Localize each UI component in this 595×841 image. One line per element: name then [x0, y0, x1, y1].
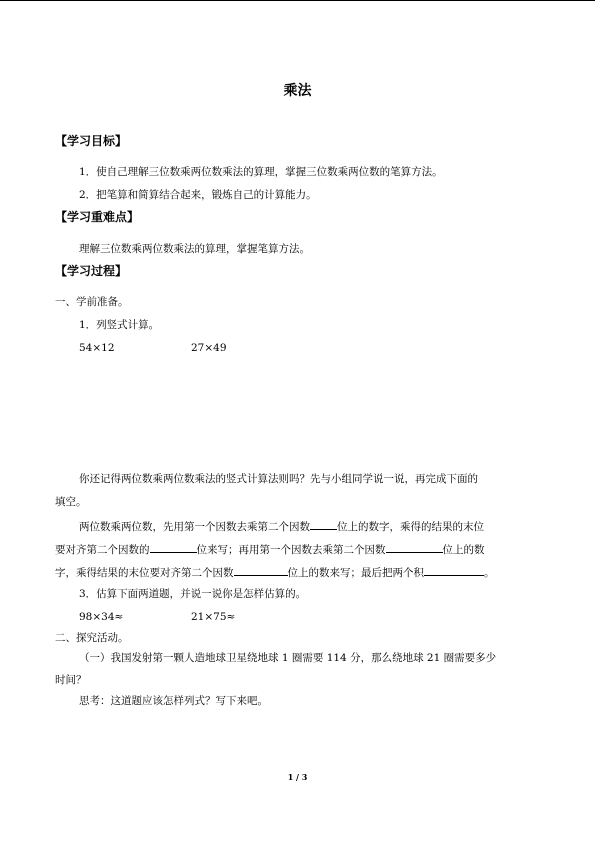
fill-text: 位来写；再用第一个因数去乘第二个因数	[196, 544, 386, 556]
fill-blank[interactable]	[386, 541, 443, 553]
fill-line-3	[55, 564, 495, 580]
key-points-text: 理解三位数乘两位数乘法的算理，掌握笔算方法。	[79, 243, 310, 255]
paragraph-line-1: 你还记得两位数乘两位数乘法的竖式计算法则吗？先与小组同学说一说，再完成下面的	[79, 473, 478, 485]
fill-blank[interactable]	[310, 518, 337, 530]
part1-item-1: 1．列竖式计算。	[79, 319, 160, 331]
estimate-a: 98×34≈	[79, 611, 124, 623]
part1-item-3: 3．估算下面两道题，并说一说你是怎样估算的。	[79, 588, 307, 600]
expression-b: 27×49	[191, 342, 227, 354]
fill-text: 位上的数来写；最后把两个积	[287, 567, 424, 579]
fill-text: 两位数乘两位数，先用第一个因数去乘第二个因数	[79, 521, 310, 533]
estimate-b: 21×75≈	[191, 611, 236, 623]
part1-heading: 一、学前准备。	[55, 296, 129, 308]
section-heading-key-points: 【学习重难点】	[55, 210, 140, 224]
fill-blank[interactable]	[234, 564, 288, 576]
page-title: 乘法	[283, 83, 312, 99]
section-heading-goals: 【学习目标】	[55, 134, 128, 148]
fill-text: 字，乘得结果的末位要对齐第二个因数	[55, 567, 234, 579]
goal-item-1: 1．使自己理解三位数乘两位数乘法的算理，掌握三位数乘两位数的笔算方法。	[79, 166, 443, 178]
fill-blank[interactable]	[424, 564, 484, 576]
fill-text: 位上的数	[442, 544, 485, 556]
top-rule	[0, 0, 595, 1]
expression-a: 54×12	[79, 342, 115, 354]
fill-blank[interactable]	[150, 541, 197, 553]
fill-text: 位上的数字，乘得的结果的末位	[337, 521, 484, 533]
fill-text: 要对齐第二个因数的	[55, 544, 150, 556]
goal-item-2: 2．把笔算和简算结合起来，锻炼自己的计算能力。	[79, 189, 317, 201]
fill-text: 。	[484, 567, 495, 579]
fill-line-2	[55, 541, 485, 557]
part2-heading: 二、探究活动。	[55, 632, 129, 644]
question-1-line-1: （一）我国发射第一颗人造地球卫星绕地球 1 圈需要 114 分，那么绕地球 21 圈需要多少	[79, 652, 497, 664]
think-prompt: 思考：这道题应该怎样列式？写下来吧。	[79, 695, 268, 707]
fill-line-1	[79, 518, 484, 534]
question-1-line-2: 时间？	[55, 674, 87, 686]
paragraph-line-2: 填空。	[55, 496, 87, 508]
page-number: 1 / 3	[287, 772, 308, 782]
section-heading-process: 【学习过程】	[55, 264, 128, 278]
